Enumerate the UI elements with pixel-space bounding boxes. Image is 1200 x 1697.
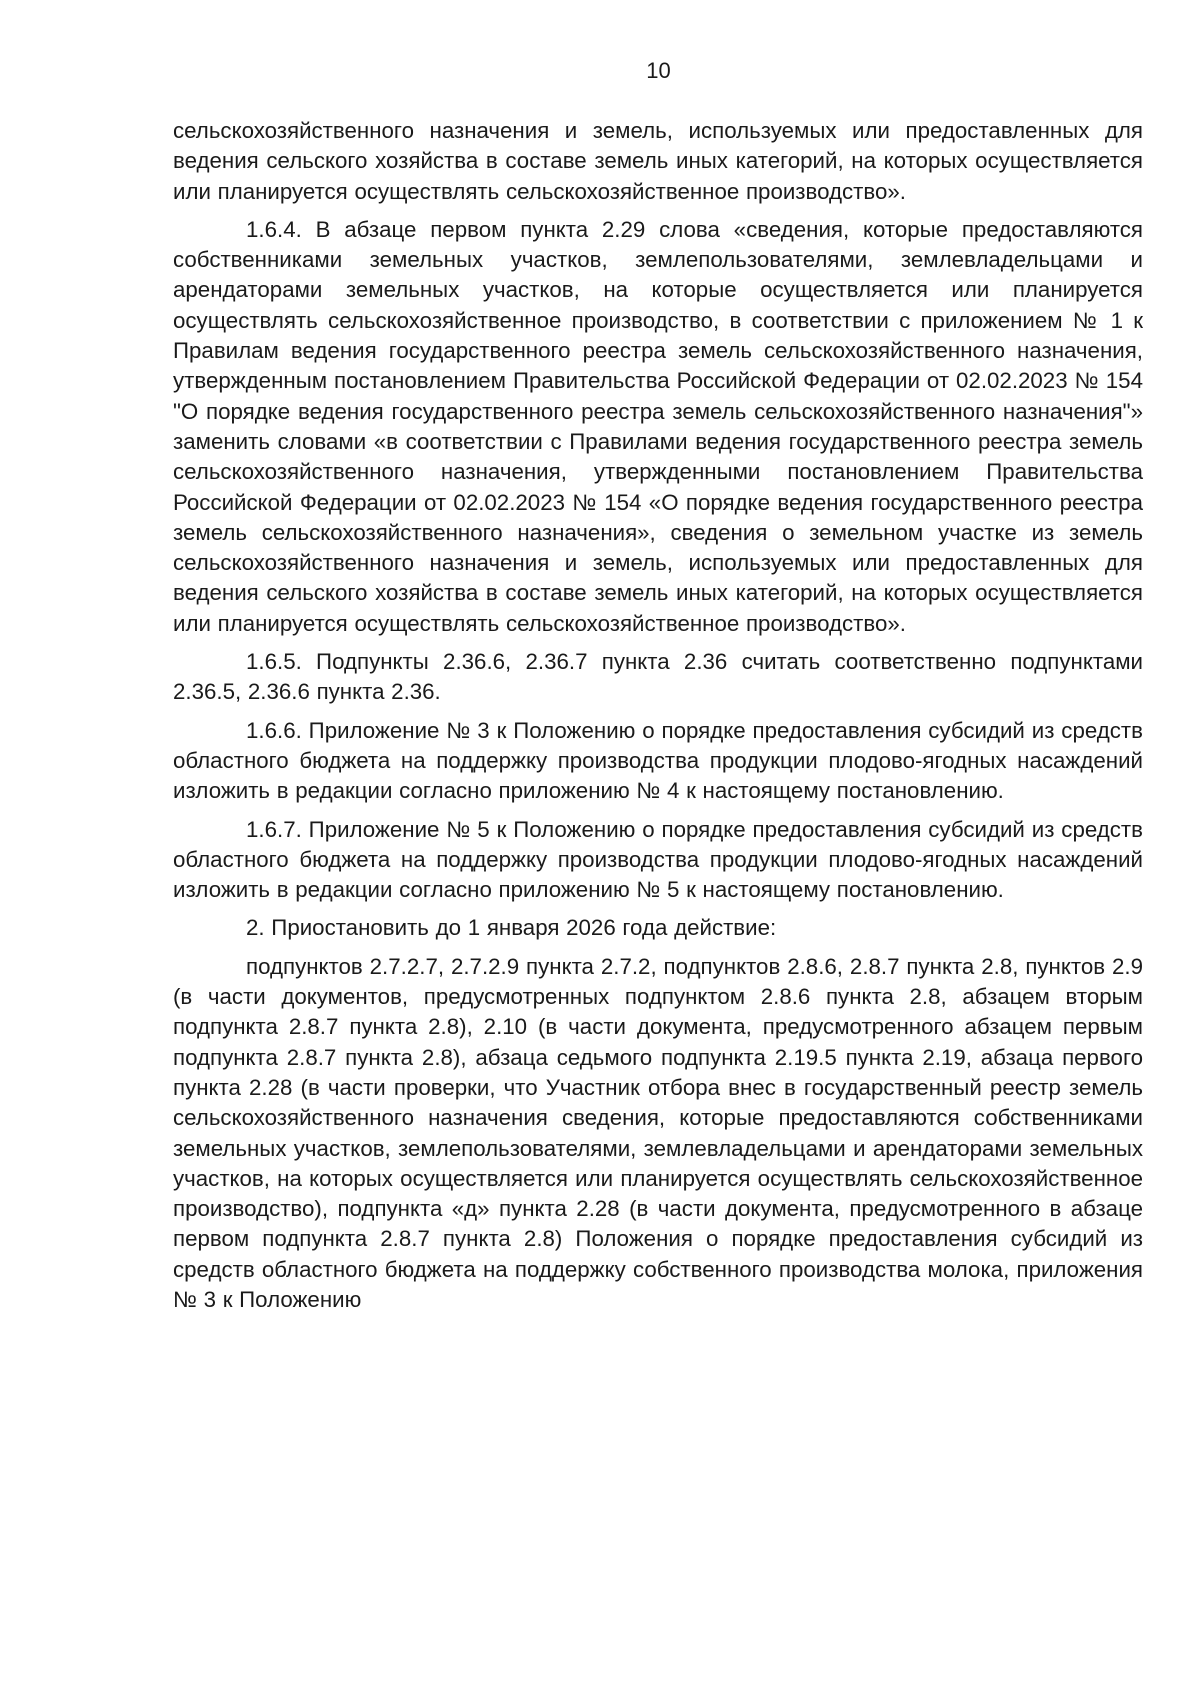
paragraph-1-6-6: 1.6.6. Приложение № 3 к Положению о порядке предоставления субсидий из средств областного бюджета на поддержку производства продукции плодово-ягодных насаждений изложить в редакции согласно приложению № 4 к настоящему постановлению. — [173, 717, 1143, 804]
paragraph-2-suspended-items: подпунктов 2.7.2.7, 2.7.2.9 пункта 2.7.2, подпунктов 2.8.6, 2.8.7 пункта 2.8, пунктов 2.9 (в части документов, предусмотренных подпунктом 2.8.6 пункта 2.8, абзацем вторым подпункта 2.8.7 пункта 2.8), 2.10 (в части документа, предусмотренного абзацем первым подпункта 2.8.7 пункта 2.8), абзаца седьмого подпункта 2.19.5 пункта 2.19, абзаца первого пункта 2.28 (в части проверки, что Участник отбора внес в государственный реестр земель сельскохозяйственного назначения сведения, которые предоставляются собственниками земельных участков, землепользователями, землевладельцами и арендаторами земельных участков, на которых осуществляется или планируется осуществлять сельскохозяйственное производство), подпункта «д» пункта 2.28 (в части документа, предусмотренного в абзаце первом подпункта 2.8.7 пункта 2.8) Положения о порядке предоставления субсидий из средств областного бюджета на поддержку собственного производства молока, приложения № 3 к Положению — [173, 953, 1143, 1312]
paragraph-1-6-4: 1.6.4. В абзаце первом пункта 2.29 слова «сведения, которые предоставляются собственниками земельных участков, землепользователями, землевладельцами и арендаторами земельных участков, на которые осуществляется или планируется осуществлять сельскохозяйственное производство, в соответствии с приложением № 1 к Правилам ведения государственного реестра земель сельскохозяйственного назначения, утвержденным постановлением Правительства Российской Федерации от 02.02.2023 № 154 "О порядке ведения государственного реестра земель сельскохозяйственного назначения"» заменить словами «в соответствии с Правилами ведения государственного реестра земель сельскохозяйственного назначения, утвержденными постановлением Правительства Российской Федерации от 02.02.2023 № 154 «О порядке ведения государственного реестра земель сельскохозяйственного назначения», сведения о земельном участке из земель сельскохозяйственного назначения и земель, используемых или предоставленных для ведения сельского хозяйства в составе земель иных категорий, на которых осуществляется или планируется осуществлять сельскохозяйственное производство». — [173, 216, 1143, 636]
paragraph-continuation: сельскохозяйственного назначения и земель, используемых или предоставленных для ведения сельского хозяйства в составе земель иных категорий, на которых осуществляется или планируется осуществлять сельскохозяйственное производство». — [173, 118, 1143, 204]
paragraph-1-6-5: 1.6.5. Подпункты 2.36.6, 2.36.7 пункта 2.36 считать соответственно подпунктами 2.36.5, 2.36.6 пункта 2.36. — [173, 649, 1143, 705]
page-number: 10 — [646, 58, 671, 83]
paragraph-1-6-7: 1.6.7. Приложение № 5 к Положению о порядке предоставления субсидий из средств областного бюджета на поддержку производства продукции плодово-ягодных насаждений изложить в редакции согласно приложению № 5 к настоящему постановлению. — [173, 816, 1143, 903]
document-body — [173, 116, 1143, 1323]
paragraph-2: 2. Приостановить до 1 января 2026 года действие: — [246, 915, 777, 941]
